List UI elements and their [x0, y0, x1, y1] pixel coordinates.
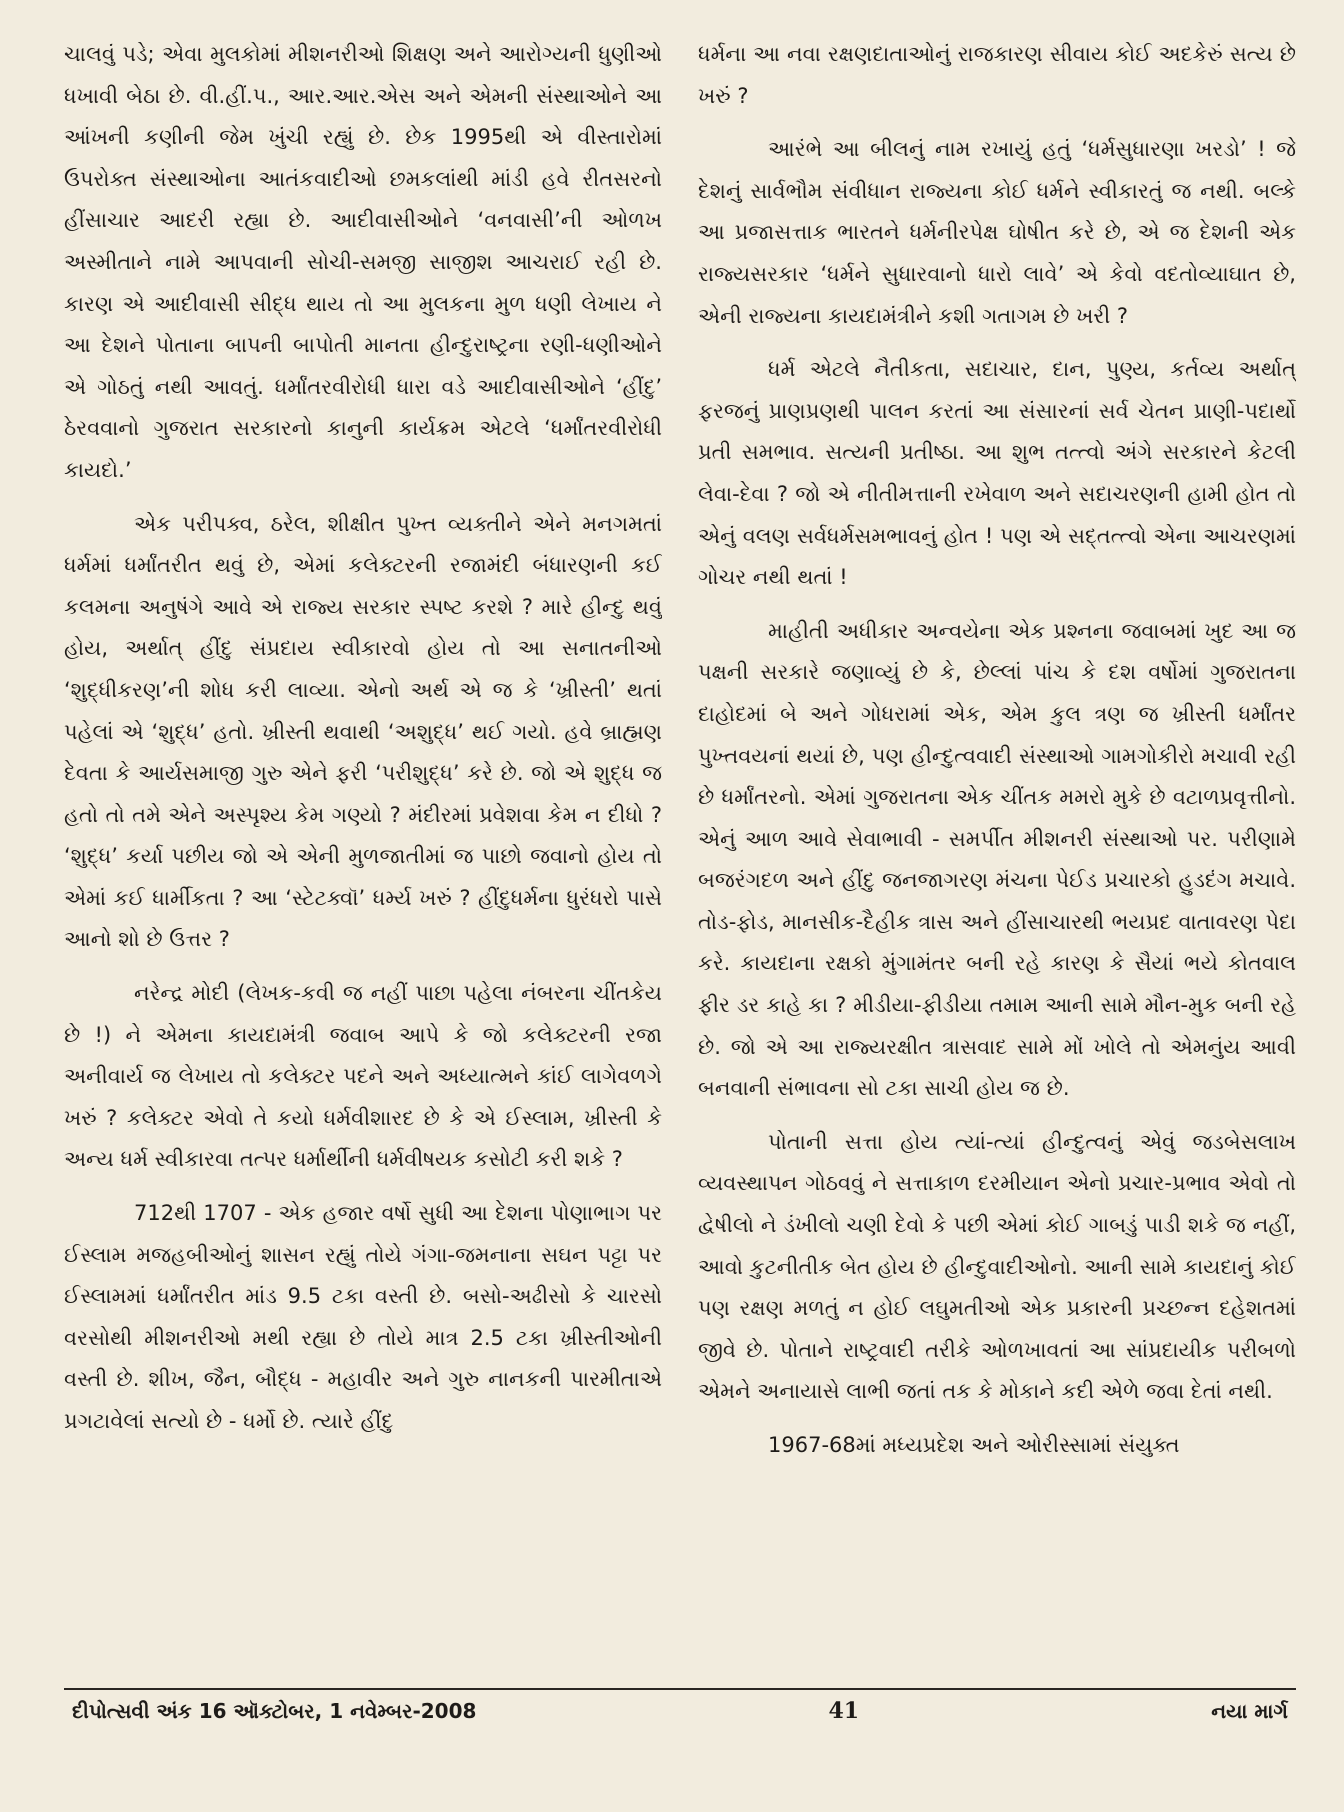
paragraph: નરેન્દ્ર મોદી (લેખક-કવી જ નહીં પાછા પહેલા નંબરના ચીંતકેય છે !) ને એમના કાયદામંત્રી જવાબ આપે કે જો કલેક્ટરની રજા અનીવાર્ય જ લેખાય તો કલેક્ટર પદને અને અધ્યાત્મને કાંઈ લાગેવળગે ખરું ? કલેક્ટર એવો તે કયો ધર્મવીશારદ છે કે એ ઈસ્લામ, ખ્રીસ્તી કે અન્ય ધર્મ સ્વીકારવા તત્પર ધર્માર્થીની ધર્મવીષયક કસોટી કરી શકે ? [64, 981, 662, 1172]
magazine-name: નયા માર્ગ [1211, 1699, 1288, 1723]
paragraph: માહીતી અધીકાર અન્વયેના એક પ્રશ્નના જવાબમાં ખુદ આ જ પક્ષની સરકારે જણાવ્યું છે કે, છેલ્લાં પાંચ કે દશ વર્ષોમાં ગુજરાતના દાહોદમાં બે અને ગોધરામાં એક, એમ કુલ ત્રણ જ ખ્રીસ્તી ધર્માંતર પુખ્તવયનાં થયાં છે, પણ હીન્દુત્વવાદી સંસ્થાઓ ગામગોકીરો મચાવી રહી છે ધર્માંતરનો. એમાં ગુજરાતના એક ચીંતક મમરો મુકે છે વટાળપ્રવૃત્તીનો. એનું આળ આવે સેવાભાવી - સમર્પીત મીશનરી સંસ્થાઓ પર. પરીણામે બજરંગદળ અને હીંદુ જનજાગરણ મંચના પેઈડ પ્રચારકો હુડદંગ મચાવે. તોડ-ફોડ, માનસીક-દૈહીક ત્રાસ અને હીંસાચારથી ભયપ્રદ વાતાવરણ પેદા કરે. કાયદાના રક્ષકો મુંગામંતર બની રહે કારણ કે સૈયાં ભયે કોતવાલ ફીર ડર કાહે કા ? મીડીયા-ફીડીયા તમામ આની સામે મૌન-મુક બની રહે છે. જો એ આ રાજ્યરક્ષીત ત્રાસવાદ સામે મોં ખોલે તો એમનુંય આવી બનવાની સંભાવના સો ટકા સાચી હોય જ છે. [698, 618, 1296, 1101]
article-body [64, 34, 1296, 1674]
paragraph: પોતાની સત્તા હોય ત્યાં-ત્યાં હીન્દુત્વનું એવું જડબેસલાખ વ્યવસ્થાપન ગોઠવવું ને સત્તાકાળ દરમીયાન એનો પ્રચાર-પ્રભાવ એવો તો દ્વેષીલો ને ડંખીલો ચણી દેવો કે પછી એમાં કોઈ ગાબડું પાડી શકે જ નહીં, આવો કુટનીતીક બેત હોય છે હીન્દુવાદીઓનો. આની સામે કાયદાનું કોઈ પણ રક્ષણ મળતું ન હોઈ લઘુમતીઓ એક પ્રકારની પ્રચ્છન્ન દહેશતમાં જીવે છે. પોતાને રાષ્ટ્રવાદી તરીકે ઓળખાવતાં આ સાંપ્રદાયીક પરીબળો એમને અનાયાસે લાભી જતાં તક કે મોકાને કદી એળે જવા દેતાં નથી. [698, 1129, 1296, 1404]
page-footer [72, 1698, 1288, 1724]
issue-date: દીપોત્સવી અંક 16 ઑક્ટોબર, 1 નવેમ્બર-2008 [72, 1699, 477, 1723]
right-column [698, 34, 1296, 1674]
paragraph: ધર્મ એટલે નૈતીકતા, સદાચાર, દાન, પુણ્ય, કર્તવ્ય અર્થાત્ ફરજનું પ્રાણપ્રણથી પાલન કરતાં આ સંસારનાં સર્વ ચેતન પ્રાણી-પદાર્થો પ્રતી સમભાવ. સત્યની પ્રતીષ્ઠા. આ શુભ તત્ત્વો અંગે સરકારને કેટલી લેવા-દેવા ? જો એ નીતીમત્તાની રખેવાળ અને સદાચરણની હામી હોત તો એનું વલણ સર્વધર્મસમભાવનું હોત ! પણ એ સદ્તત્ત્વો એના આચરણમાં ગોચર નથી થતાં ! [698, 357, 1296, 590]
paragraph: ધર્મના આ નવા રક્ષણદાતાઓનું રાજકારણ સીવાય કોઈ અદકેરું સત્ય છે ખરું ? [698, 42, 1296, 108]
paragraph: ચાલવું પડે; એવા મુલકોમાં મીશનરીઓ શિક્ષણ અને આરોગ્યની ધુણીઓ ધખાવી બેઠા છે. વી.હીં.પ., આર.આર.એસ અને એમની સંસ્થાઓને આ આંખની કણીની જેમ ખુંચી રહ્યું છે. છેક 1995થી એ વીસ્તારોમાં ઉપરોક્ત સંસ્થાઓના આતંકવાદીઓ છમકલાંથી માંડી હવે રીતસરનો હીંસાચાર આદરી રહ્યા છે. આદીવાસીઓને ‘વનવાસી’ની ઓળખ અસ્મીતાને નામે આપવાની સોચી-સમજી સાજીશ આચરાઈ રહી છે. કારણ એ આદીવાસી સીદ્ધ થાય તો આ મુલકના મુળ ધણી લેખાય ને આ દેશને પોતાના બાપની બાપોતી માનતા હીન્દુરાષ્ટ્રના રણી-ધણીઓને એ ગોઠતું નથી આવતું. ધર્માંતરવીરોધી ધારા વડે આદીવાસીઓને ‘હીંદુ’ ઠેરવવાનો ગુજરાત સરકારનો કાનુની કાર્યક્રમ એટલે ‘ધર્માંતરવીરોધી કાયદો.’ [64, 42, 662, 482]
footer-divider [64, 1688, 1296, 1690]
paragraph: 1967-68માં મધ્યપ્રદેશ અને ઓરીસ્સામાં સંયુક્ત [768, 1433, 1180, 1457]
page-number: 41 [828, 1698, 860, 1724]
paragraph: એક પરીપક્વ, ઠરેલ, શીક્ષીત પુખ્ત વ્યક્તીને એને મનગમતાં ધર્મમાં ધર્માંતરીત થવું છે, એમાં કલેક્ટરની રજામંદી બંધારણની કઈ કલમના અનુષંગે આવે એ રાજ્ય સરકાર સ્પષ્ટ કરશે ? મારે હીન્દુ થવું હોય, અર્થાત્ હીંદુ સંપ્રદાય સ્વીકારવો હોય તો આ સનાતનીઓ ‘શુદ્ધીકરણ’ની શોધ કરી લાવ્યા. એનો અર્થ એ જ કે ‘ખ્રીસ્તી’ થતાં પહેલાં એ ‘શુદ્ધ’ હતો. ખ્રીસ્તી થવાથી ‘અશુદ્ધ’ થઈ ગયો. હવે બ્રાહ્મણ દેવતા કે આર્યસમાજી ગુરુ એને ફરી ‘પરીશુદ્ધ’ કરે છે. જો એ શુદ્ધ જ હતો તો તમે એને અસ્પૃશ્ય કેમ ગણ્યો ? મંદીરમાં પ્રવેશવા કેમ ન દીધો ? ‘શુદ્ધ’ કર્યા પછીય જો એ એની મુળજાતીમાં જ પાછો જવાનો હોય તો એમાં કઈ ધાર્મીકતા ? આ ‘સ્ટેટક્વૉ’ ધર્મ્ય ખરું ? હીંદુધર્મના ધુરંધરો પાસે આનો શો છે ઉત્તર ? [64, 511, 662, 952]
paragraph: 712થી 1707 - એક હજાર વર્ષો સુધી આ દેશના પોણાભાગ પર ઈસ્લામ મજહબીઓનું શાસન રહ્યું તોયે ગંગા-જમનાના સઘન પટ્ટા પર ઈસ્લામમાં ધર્માંતરીત માંડ 9.5 ટકા વસ્તી છે. બસો-અઢીસો કે ચારસો વરસોથી મીશનરીઓ મથી રહ્યા છે તોયે માત્ર 2.5 ટકા ખ્રીસ્તીઓની વસ્તી છે. શીખ, જૈન, બૌદ્ધ - મહાવીર અને ગુરુ નાનકની પારમીતાએ પ્રગટાવેલાં સત્યો છે - ધર્મો છે. ત્યારે હીંદુ [64, 1201, 662, 1433]
left-column [64, 34, 662, 1674]
paragraph: આરંભે આ બીલનું નામ રખાયું હતું ‘ધર્મસુધારણા ખરડો’ ! જે દેશનું સાર્વભૌમ સંવીધાન રાજ્યના કોઈ ધર્મને સ્વીકારતું જ નથી. બલ્કે આ પ્રજાસત્તાક ભારતને ધર્મનીરપેક્ષ ઘોષીત કરે છે, એ જ દેશની એક રાજ્યસરકાર ‘ધર્મને સુધારવાનો ધારો લાવે’ એ કેવો વદતોવ્યાઘાત છે, એની રાજ્યના કાયદામંત્રીને કશી ગતાગમ છે ખરી ? [698, 137, 1296, 328]
